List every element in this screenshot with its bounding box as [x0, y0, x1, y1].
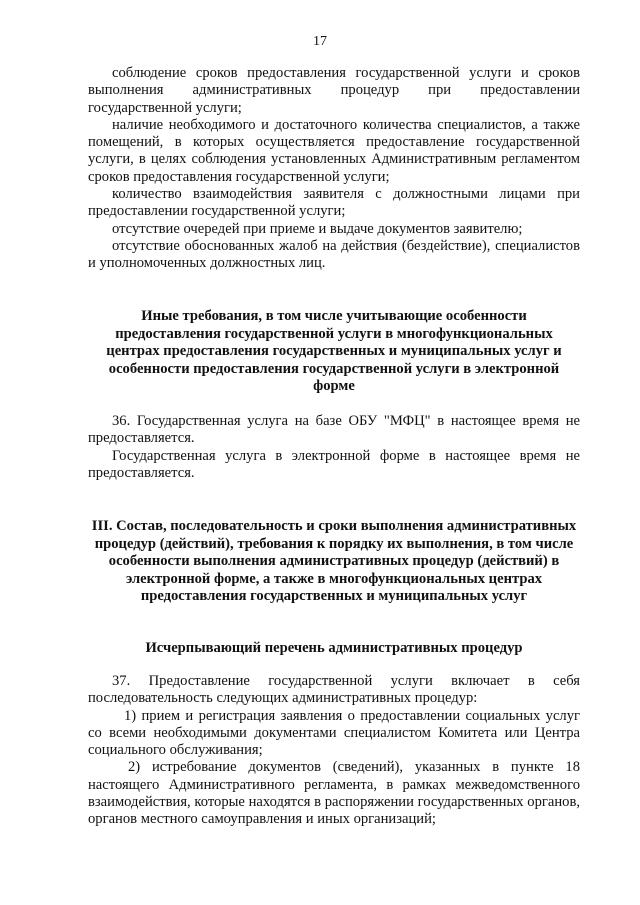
paragraph: 2) истребование документов (сведений), указанных в пункте 18 настоящего Административного регламента, в рамках межведомственного взаимодействия, которые находятся в распоряжении государственных органов, органов местного самоуправления и иных организаций;	[88, 759, 580, 828]
section-heading-other-requirements: Иные требования, в том числе учитывающие особенности предоставления государственной услуги в многофункциональных центрах предоставления государственных и муниципальных услуг и особенности предоставления государственной услуги в электронной форме	[106, 308, 562, 395]
paragraph: количество взаимодействия заявителя с должностными лицами при предоставлении государственной услуги;	[88, 186, 580, 220]
procedures-list-heading: Исчерпывающий перечень административных процедур	[145, 640, 523, 656]
paragraph-37-block	[88, 673, 580, 829]
paragraph: наличие необходимого и достаточного количества специалистов, а также помещений, в которых осуществляется предоставление государственной услуги, в целях соблюдения установленных Административным регламентом сроков предоставления государственной услуги;	[88, 116, 580, 185]
paragraph-36-block	[88, 413, 580, 482]
paragraph: 37. Предоставление государственной услуги включает в себя последовательность следующих административных процедур:	[88, 673, 580, 707]
section-3-heading: III. Состав, последовательность и сроки выполнения административных процедур (действий), требования к порядку их выполнения, в том числе особенности выполнения административных процедур (действий) в электронной форме, а также в многофункциональных центрах предоставления государственных и муниципальных услуг	[91, 518, 577, 605]
paragraph: соблюдение сроков предоставления государственной услуги и сроков выполнения административных процедур при предоставлении государственной услуги;	[88, 65, 580, 116]
paragraph: отсутствие обоснованных жалоб на действия (бездействие), специалистов и уполномоченных должностных лиц.	[88, 237, 580, 272]
page-number: 17	[313, 34, 327, 49]
paragraph: Государственная услуга в электронной форме в настоящее время не предоставляется.	[88, 447, 580, 481]
paragraph: отсутствие очередей при приеме и выдаче документов заявителю;	[112, 220, 523, 237]
paragraph: 36. Государственная услуга на базе ОБУ "МФЦ" в настоящее время не предоставляется.	[88, 413, 580, 447]
paragraph: 1) прием и регистрация заявления о предоставлении социальных услуг со всеми необходимыми документами специалистом Комитета или Центра социального обслуживания;	[88, 707, 580, 759]
quality-indicators-list	[88, 65, 580, 273]
